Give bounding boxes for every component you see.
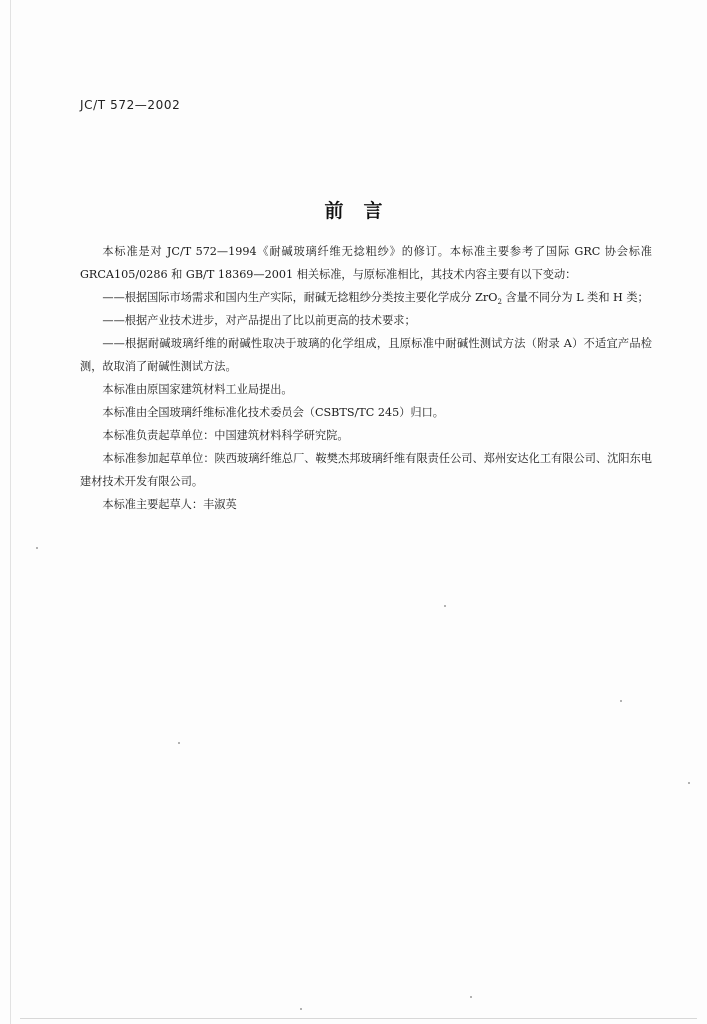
paragraph-lead-drafter: 本标准负责起草单位：中国建筑材料科学研究院。 [102,429,349,442]
scan-bottom-edge [20,1018,697,1019]
paragraph-change-test-method: ——根据耐碱玻璃纤维的耐碱性取决于玻璃的化学组成，且原标准中耐碱性测试方法（附录 A）不适宜产品检测，故取消了耐碱性测试方法。 [80,337,652,373]
paragraph-change-classification [80,286,652,309]
paragraph-change-classification-end: 含量不同分为 L 类和 H 类； [501,291,649,304]
paragraph-intro: 本标准是对 JC/T 572—1994《耐碱玻璃纤维无捻粗纱》的修订。本标准主要参考了国际 GRC 协会标准 GRCA105/0286 和 GB/T 18369—2001 相关标准，与原标准相比，其技术内容主要有以下变动： [80,245,652,281]
scan-speck [444,605,446,607]
paragraph-main-drafters: 本标准主要起草人：丰淑英 [102,498,237,511]
paragraph-change-requirements: ——根据产业技术进步，对产品提出了比以前更高的技术要求； [102,314,416,327]
scan-speck [470,996,472,998]
paragraph-change-classification-start: ——根据国际市场需求和国内生产实际，耐碱无捻粗纱分类按主要化学成分 ZrO [102,291,498,304]
paragraph-participating-drafters: 本标准参加起草单位：陕西玻璃纤维总厂、鞍樊杰邦玻璃纤维有限责任公司、郑州安达化工有限公司、沈阳东电建材技术开发有限公司。 [80,452,652,488]
page-title: 前言 [324,200,403,222]
scan-speck [620,700,622,702]
scan-speck [36,547,38,549]
scan-edge-line [10,0,11,1024]
paragraph-committee: 本标准由全国玻璃纤维标准化技术委员会（CSBTS/TC 245）归口。 [102,406,444,419]
zro2-subscript: 2 [497,298,502,307]
paragraph-proposer: 本标准由原国家建筑材料工业局提出。 [102,383,293,396]
scan-speck [688,782,690,784]
scan-speck [178,742,180,744]
scan-speck [300,1008,302,1010]
body-text [80,240,652,516]
standard-code: JC/T 572—2002 [80,98,181,112]
